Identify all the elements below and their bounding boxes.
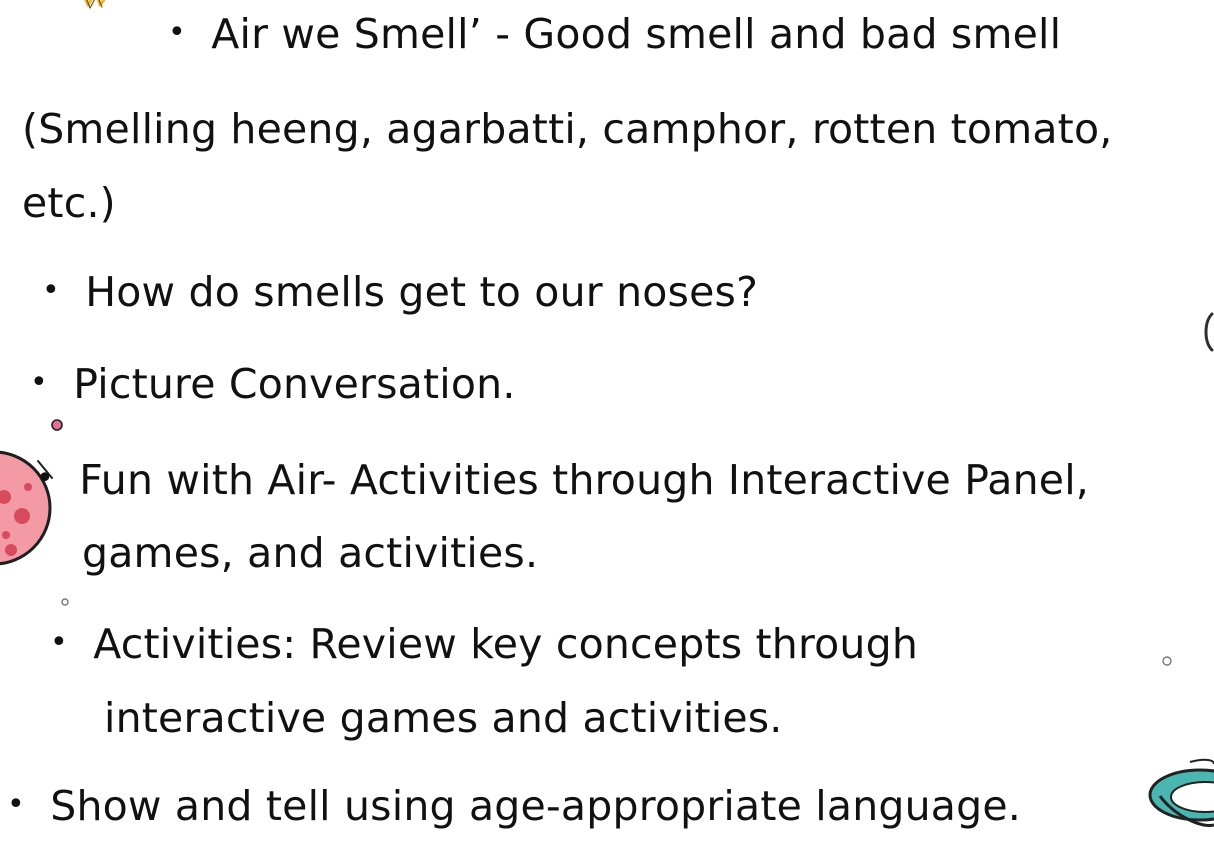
- line-etc: [22, 179, 116, 227]
- bullet-icon: •: [30, 365, 48, 400]
- line-text: Activities: Review key concepts through: [93, 620, 919, 668]
- bullet-icon: •: [50, 625, 68, 660]
- line-text: interactive games and activities.: [104, 694, 783, 742]
- line-text: games, and activities.: [82, 529, 539, 577]
- bullet-line-activities-review: [48, 620, 919, 668]
- line-text: How do smells get to our noses?: [85, 268, 759, 316]
- planet-icon: [0, 425, 72, 595]
- line-games-activities: [82, 529, 539, 577]
- star-icon: [78, 0, 112, 14]
- bullet-line-picture-conversation: [28, 360, 516, 408]
- ring-dot-icon: [60, 597, 70, 607]
- bullet-line-smells-noses: [40, 268, 759, 316]
- arc-icon: [1202, 312, 1214, 352]
- line-smelling-examples: [22, 105, 1113, 153]
- line-interactive-games: [104, 694, 783, 742]
- line-text: Air we Smell’ - Good smell and bad smell: [211, 10, 1062, 58]
- bullet-icon: •: [36, 461, 54, 496]
- bullet-icon: •: [168, 15, 186, 50]
- bullet-icon: •: [7, 787, 25, 822]
- bullet-line-air-smell: [166, 10, 1062, 58]
- bullet-icon: •: [42, 273, 60, 308]
- line-text: Fun with Air- Activities through Interactive Panel,: [79, 456, 1090, 504]
- bullet-line-show-and-tell: [5, 782, 1021, 830]
- ringed-planet-icon: [1132, 740, 1214, 841]
- ring-dot-icon: [1160, 654, 1174, 668]
- line-text: (Smelling heeng, agarbatti, camphor, rotten tomato,: [22, 105, 1113, 153]
- line-text: Show and tell using age-appropriate language.: [50, 782, 1021, 830]
- dot-icon: [49, 417, 65, 433]
- line-text: etc.): [22, 179, 116, 227]
- line-text: Picture Conversation.: [73, 360, 516, 408]
- bullet-line-fun-with-air: [34, 456, 1090, 504]
